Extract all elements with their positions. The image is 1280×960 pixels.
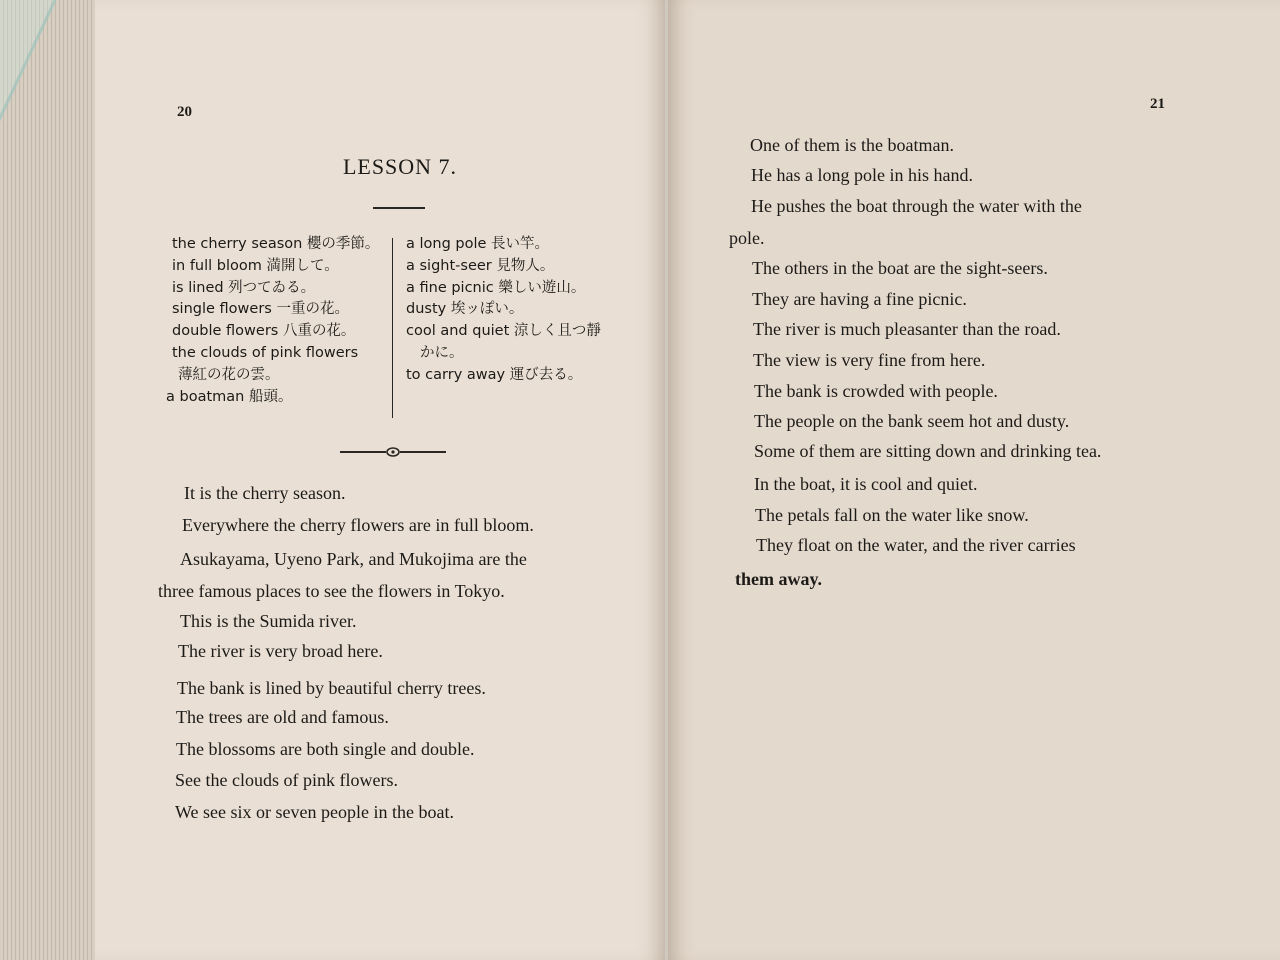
vocab-item: the clouds of pink flowers xyxy=(172,344,359,361)
vocab-divider xyxy=(392,238,393,418)
body-line: We see six or seven people in the boat. xyxy=(175,802,454,822)
vocab-item: a long pole 長い竿。 xyxy=(406,236,550,252)
body-line: See the clouds of pink flowers. xyxy=(175,770,398,790)
vocab-item: the cherry season 櫻の季節。 xyxy=(172,236,380,252)
body-line: The river is very broad here. xyxy=(178,641,383,661)
lesson-title: LESSON 7. xyxy=(342,154,458,179)
body-line: In the boat, it is cool and quiet. xyxy=(754,474,978,494)
body-line: The bank is crowded with people. xyxy=(754,381,998,401)
body-line: He has a long pole in his hand. xyxy=(751,165,973,185)
body-line: They are having a fine picnic. xyxy=(752,289,967,309)
vocab-item: a fine picnic 樂しい遊山。 xyxy=(406,279,586,296)
body-line: This is the Sumida river. xyxy=(180,611,357,631)
body-line: One of them is the boatman. xyxy=(750,135,954,155)
body-line: The people on the bank seem hot and dusty. xyxy=(754,411,1070,431)
body-line: The bank is lined by beautiful cherry trees. xyxy=(177,678,486,698)
body-line: Some of them are sitting down and drinking tea. xyxy=(754,441,1102,461)
body-line: The river is much pleasanter than the road. xyxy=(753,319,1061,339)
body-line: Everywhere the cherry flowers are in full bloom. xyxy=(182,515,534,535)
body-line: The petals fall on the water like snow. xyxy=(755,505,1029,525)
vocab-item: single flowers 一重の花。 xyxy=(172,301,349,318)
vocab-item: a boatman 船頭。 xyxy=(166,388,293,405)
vocab-item: to carry away 運び去る。 xyxy=(406,366,583,383)
vocab-item: dusty 埃ッぽい。 xyxy=(406,301,524,318)
body-line: The trees are old and famous. xyxy=(176,707,389,727)
body-line: pole. xyxy=(729,228,765,248)
vocab-list-right xyxy=(406,234,601,387)
vocab-item: in full bloom 満開して。 xyxy=(172,257,339,274)
body-line: The blossoms are both single and double. xyxy=(176,739,475,759)
ornament-divider xyxy=(340,445,446,459)
vocab-list-left xyxy=(166,234,380,408)
body-line: Asukayama, Uyeno Park, and Mukojima are the xyxy=(180,549,527,569)
right-page-number: 21 xyxy=(1150,96,1165,112)
vocab-item: cool and quiet 涼しく且つ靜 xyxy=(406,323,601,340)
body-line: The view is very fine from here. xyxy=(753,350,986,370)
body-line: It is the cherry season. xyxy=(184,483,346,503)
body-line: The others in the boat are the sight-seers. xyxy=(752,258,1048,278)
vocab-item: is lined 列つてゐる。 xyxy=(172,279,316,296)
vocab-item: かに。 xyxy=(420,344,464,361)
vocab-item: 薄紅の花の雲。 xyxy=(178,366,280,383)
body-line: They float on the water, and the river carries xyxy=(756,535,1076,555)
body-line: three famous places to see the flowers in Tokyo. xyxy=(158,581,505,601)
vocab-item: a sight-seer 見物人。 xyxy=(406,257,555,274)
vocab-item: double flowers 八重の花。 xyxy=(172,323,356,340)
body-line: He pushes the boat through the water with the xyxy=(751,196,1082,216)
title-rule xyxy=(373,207,425,209)
left-page-number: 20 xyxy=(177,104,192,120)
body-line: them away. xyxy=(735,569,822,589)
